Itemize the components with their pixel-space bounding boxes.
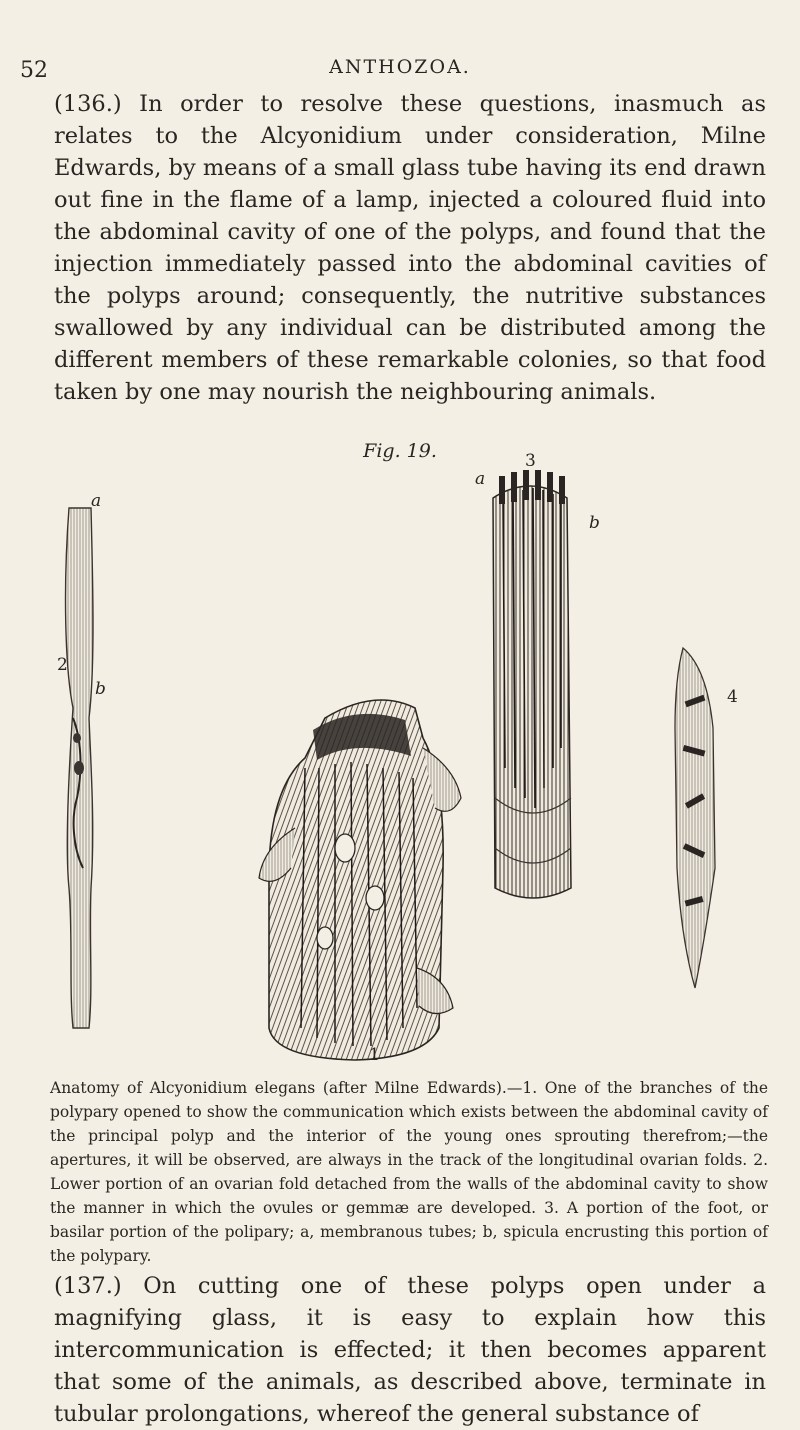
figure-title: Fig. 19. [363,440,437,462]
figure-label-a-left: a [91,491,102,511]
figure-part-2-ovarian-fold [66,508,93,1028]
figure-caption: Anatomy of Alcyonidium elegans (after Milne Edwards).—1. One of the branches of the polypary opened to show the communication which exists between the abdominal cavity of the principal polyp and the interior of the young ones sprouting therefrom;—the apertures, it will be observed, are always in the track of the longitudinal ovarian folds. 2. Lower portion of an ovarian fold detached from the walls of the abdominal cavity to show the manner in which the ovules or gemmæ are developed. 3. A portion of the foot, or basilar portion of the polipary; a, membranous tubes; b, spicula encrusting this portion of the polypary. [50,1079,768,1265]
figure-label-b-right: b [589,513,600,533]
page-number: 52 [20,58,48,83]
figure-label-1: 1 [369,1045,380,1065]
figure-label-b-left: b [95,679,106,699]
paragraph-136: (136.) In order to resolve these questions, inasmuch as relates to the Alcyonidium under consideration, Milne Edwards, by means of a small glass tube having its end drawn out fine in the flame of a lamp, injected a coloured fluid into the abdominal cavity of one of the polyps, and found that the injection immediately passed into the abdominal cavities of the polyps around; consequently, the nutritive substances swallowed by any individual can be distributed among the different members of these remarkable colonies, so that food taken by one may nourish the neighbouring animals. [54,91,766,405]
figure-label-2: 2 [57,655,68,675]
paragraph-137: (137.) On cutting one of these polyps open under a magnifying glass, it is easy to explain how this intercommunication is effected; it then becomes apparent that some of the animals, as described above, terminate in tubular prolongations, whereof the general substance of [54,1273,766,1427]
figure-label-3: 3 [525,451,536,471]
figure-part-4-spicula [675,648,715,988]
figure-part-3-basilar-portion [493,470,571,898]
figure-label-a-top: a [475,469,486,489]
figure-part-1-polypary-branch [259,700,461,1060]
running-head: ANTHOZOA. [329,56,471,78]
figure-label-4: 4 [727,687,738,707]
